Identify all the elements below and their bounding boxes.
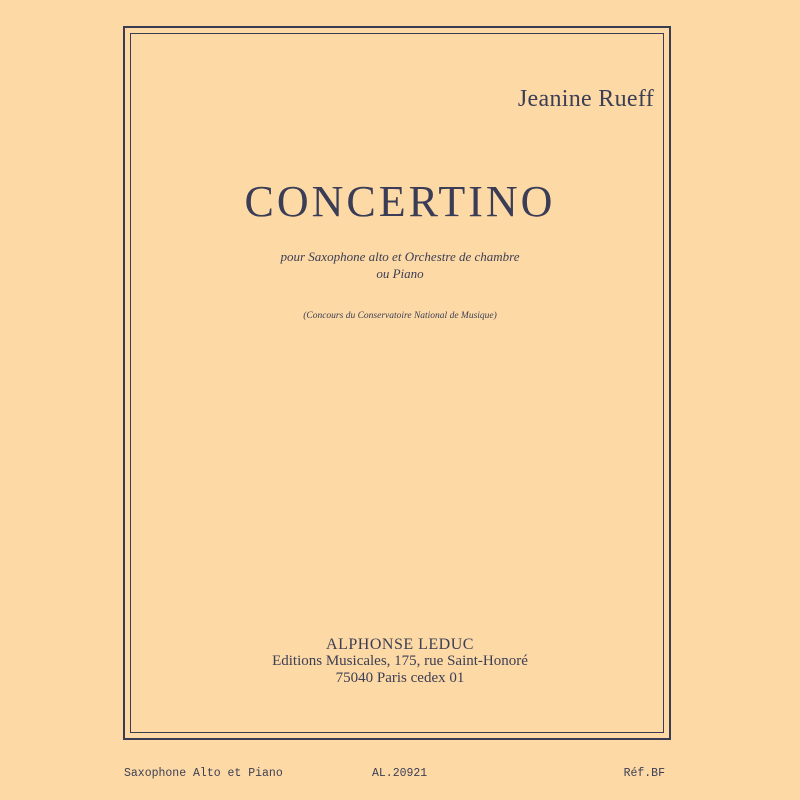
subtitle-instrumentation: pour Saxophone alto et Orchestre de chambre [280, 249, 520, 264]
composer-name: Jeanine Rueff [517, 86, 654, 112]
footer-catalog-number: AL.20921 [372, 767, 428, 780]
work-title: CONCERTINO [244, 177, 556, 226]
publisher-address-line2: 75040 Paris cedex 01 [335, 670, 465, 686]
cover-inner-border [130, 33, 664, 733]
footer-instrumentation: Saxophone Alto et Piano [124, 767, 283, 780]
footer-reference: Réf.BF [623, 767, 665, 780]
publisher-address-line1: Editions Musicales, 175, rue Saint-Honoré [272, 653, 528, 669]
publisher-name: ALPHONSE LEDUC [326, 636, 474, 653]
subtitle-alternative: ou Piano [376, 266, 424, 281]
subtitle-competition: (Concours du Conservatoire National de Musique) [303, 311, 497, 321]
